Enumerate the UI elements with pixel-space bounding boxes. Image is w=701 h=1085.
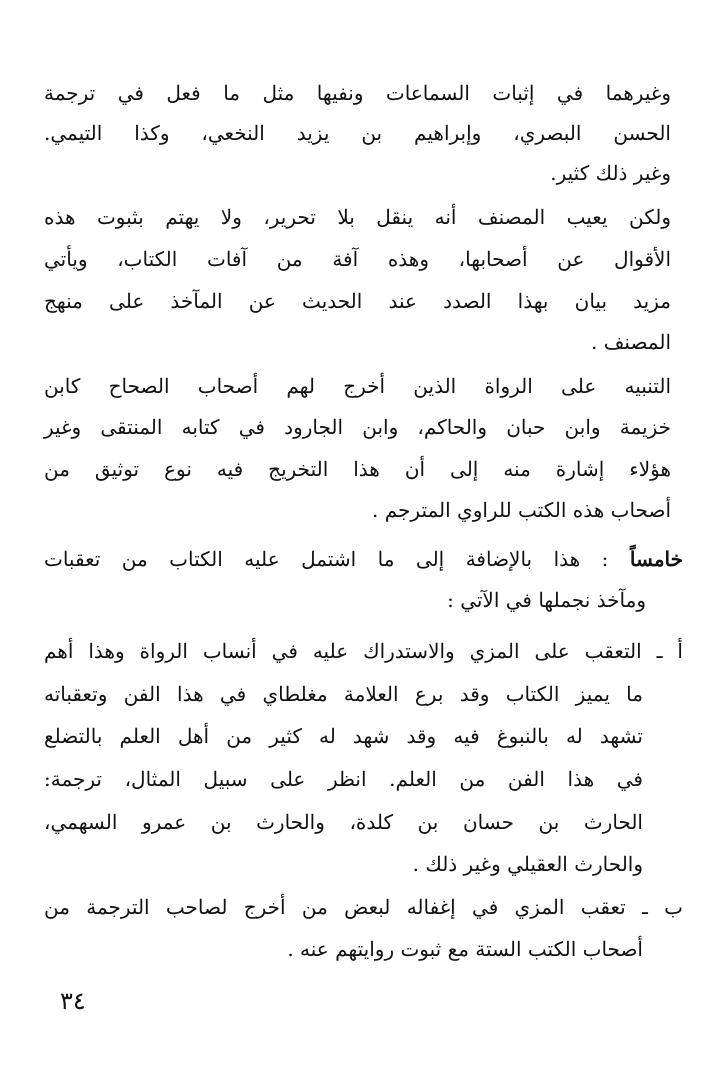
text-line: المصنف . [590,330,671,354]
text-line: الأقوال عن أصحابها، وهذه آفة من آفات الكتاب، ويأتي [44,247,671,271]
section-label: خامساً [629,547,684,571]
list-item-line: والحارث العقيلي وغير ذلك . [412,852,643,876]
text-line: وغيرهما في إثبات السماعات ونفيها مثل ما فعل في ترجمة [44,81,671,105]
text-line: ولكن يعيب المصنف أنه ينقل بلا تحرير، ولا يهتم بثبوت هذه [44,205,671,229]
text-line: وغير ذلك كثير. [550,161,671,185]
section-label-text: : هذا بالإضافة إلى ما اشتمل عليه الكتاب من تعقبات [44,547,609,571]
list-item-line: في هذا الفن من العلم. انظر على سبيل المثال، ترجمة: [44,767,643,791]
text-line: هؤلاء إشارة منه إلى أن هذا التخريج فيه نوع توثيق من [44,457,671,481]
text-line: أصحاب هذه الكتب للراوي المترجم . [372,498,671,522]
list-item-line: ما يميز الكتاب وقد برع العلامة مغلطاي في هذا الفن وتعقباته [44,682,643,706]
text-line: خزيمة وابن حبان والحاكم، وابن الجارود في كتابه المنتقى وغير [44,415,671,439]
list-item-line: ب ـ تعقب المزي في إغفاله لبعض من أخرج لصاحب الترجمة من [44,895,683,919]
text-line: مزيد بيان بهذا الصدد عند الحديث عن المآخذ على منهج [44,289,671,313]
list-item-line: الحارث بن حسان بن كلدة، والحارث بن عمرو السهمي، [44,810,643,834]
list-item-line: أصحاب الكتب الستة مع ثبوت روايتهم عنه . [287,937,643,961]
text-line: الحسن البصري، وإبراهيم بن يزيد النخعي، وكذا التيمي. [44,121,671,145]
text-line [44,545,683,573]
text-line: التنبيه على الرواة الذين أخرج لهم أصحاب الصحاح كابن [44,374,671,398]
page-number: ٣٤ [60,987,86,1015]
text-line: ومآخذ نجملها في الآتي : [447,588,646,612]
list-item-line: أ ـ التعقب على المزي والاستدراك عليه في أنساب الرواة وهذا أهم [44,639,683,663]
list-item-line: تشهد له بالنبوغ فيه وقد شهد له كثير من أهل العلم بالتضلع [44,724,643,748]
